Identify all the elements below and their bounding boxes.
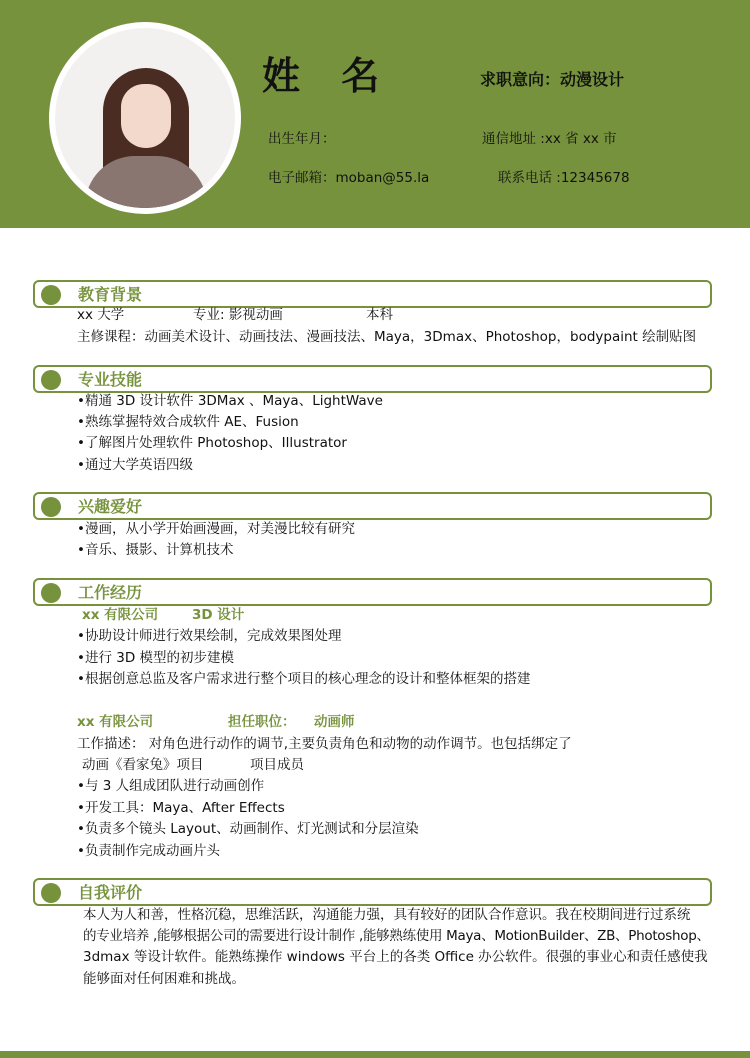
self-text-line: 的专业培养 ,能够根据公司的需要进行设计制作 ,能够熟练使用 Maya、MotionBuilder、ZB、Photoshop、 [83,928,710,944]
job2-position-label: 担任职位： [228,714,296,730]
list-item: •熟练掌握特效合成软件 AE、Fusion [77,414,299,430]
list-item: •漫画，从小学开始画漫画，对美漫比较有研究 [77,521,355,537]
degree: 本科 [366,307,393,323]
list-item: •根据创意总监及客户需求进行整个项目的核心理念的设计和整体框架的搭建 [77,671,531,687]
bullet-circle-icon [41,370,61,390]
job1-company: xx 有限公司 [82,607,159,623]
self-text-line: 能够面对任何困难和挑战。 [83,971,245,987]
section-hobbies [33,492,712,520]
list-item: •了解图片处理软件 Photoshop、Illustrator [77,435,347,451]
section-title: 专业技能 [78,370,143,389]
birth-date: 出生年月： [268,131,336,147]
job1-role: 3D 设计 [192,607,245,623]
list-item: •协助设计师进行效果绘制，完成效果图处理 [77,628,342,644]
list-item: •音乐、摄影、计算机技术 [77,542,234,558]
self-text-line: 本人为人和善，性格沉稳，思维活跃，沟通能力强，具有较好的团队合作意识。我在校期间进行过系统 [83,907,691,923]
section-self-evaluation [33,878,712,906]
section-title: 教育背景 [78,285,143,304]
self-text-line: 3dmax 等设计软件。能熟练操作 windows 平台上的各类 Office 办公软件。很强的事业心和责任感使我 [83,949,708,965]
major: 专业: 影视动画 [193,307,283,323]
profile-photo [49,22,241,214]
job2-description: 工作描述： 对角色进行动作的调节,主要负责角色和动物的动作调节。也包括绑定了 [77,736,572,752]
school: xx 大学 [77,307,125,323]
bullet-circle-icon [41,285,61,305]
list-item: •负责多个镜头 Layout、动画制作、灯光测试和分层渲染 [77,821,419,837]
job2-project: 动画《看家兔》项目 [82,757,204,773]
section-education [33,280,712,308]
section-title: 工作经历 [78,583,143,602]
job2-position: 动画师 [314,714,355,730]
list-item: •进行 3D 模型的初步建模 [77,650,235,666]
job2-project-role: 项目成员 [250,757,304,773]
section-title: 自我评价 [78,883,143,902]
section-skills [33,365,712,393]
email: 电子邮箱：moban@55.la [268,170,430,186]
candidate-name: 姓 名 [262,54,394,98]
phone: 联系电话 :12345678 [498,170,630,186]
bullet-circle-icon [41,883,61,903]
list-item: •负责制作完成动画片头 [77,843,220,859]
list-item: •精通 3D 设计软件 3DMax 、Maya、LightWave [77,393,383,409]
bullet-circle-icon [41,583,61,603]
footer-bar [0,1051,750,1058]
list-item: •开发工具：Maya、After Effects [77,800,285,816]
job-objective: 求职意向：动漫设计 [480,70,625,89]
list-item: •通过大学英语四级 [77,457,193,473]
section-title: 兴趣爱好 [78,497,143,516]
courses: 主修课程：动画美术设计、动画技法、漫画技法、Maya，3Dmax、Photoshop，bodypaint 绘制贴图 [77,329,697,345]
address: 通信地址 :xx 省 xx 市 [482,131,617,147]
bullet-circle-icon [41,497,61,517]
job2-company: xx 有限公司 [77,714,154,730]
section-work [33,578,712,606]
list-item: •与 3 人组成团队进行动画创作 [77,778,265,794]
